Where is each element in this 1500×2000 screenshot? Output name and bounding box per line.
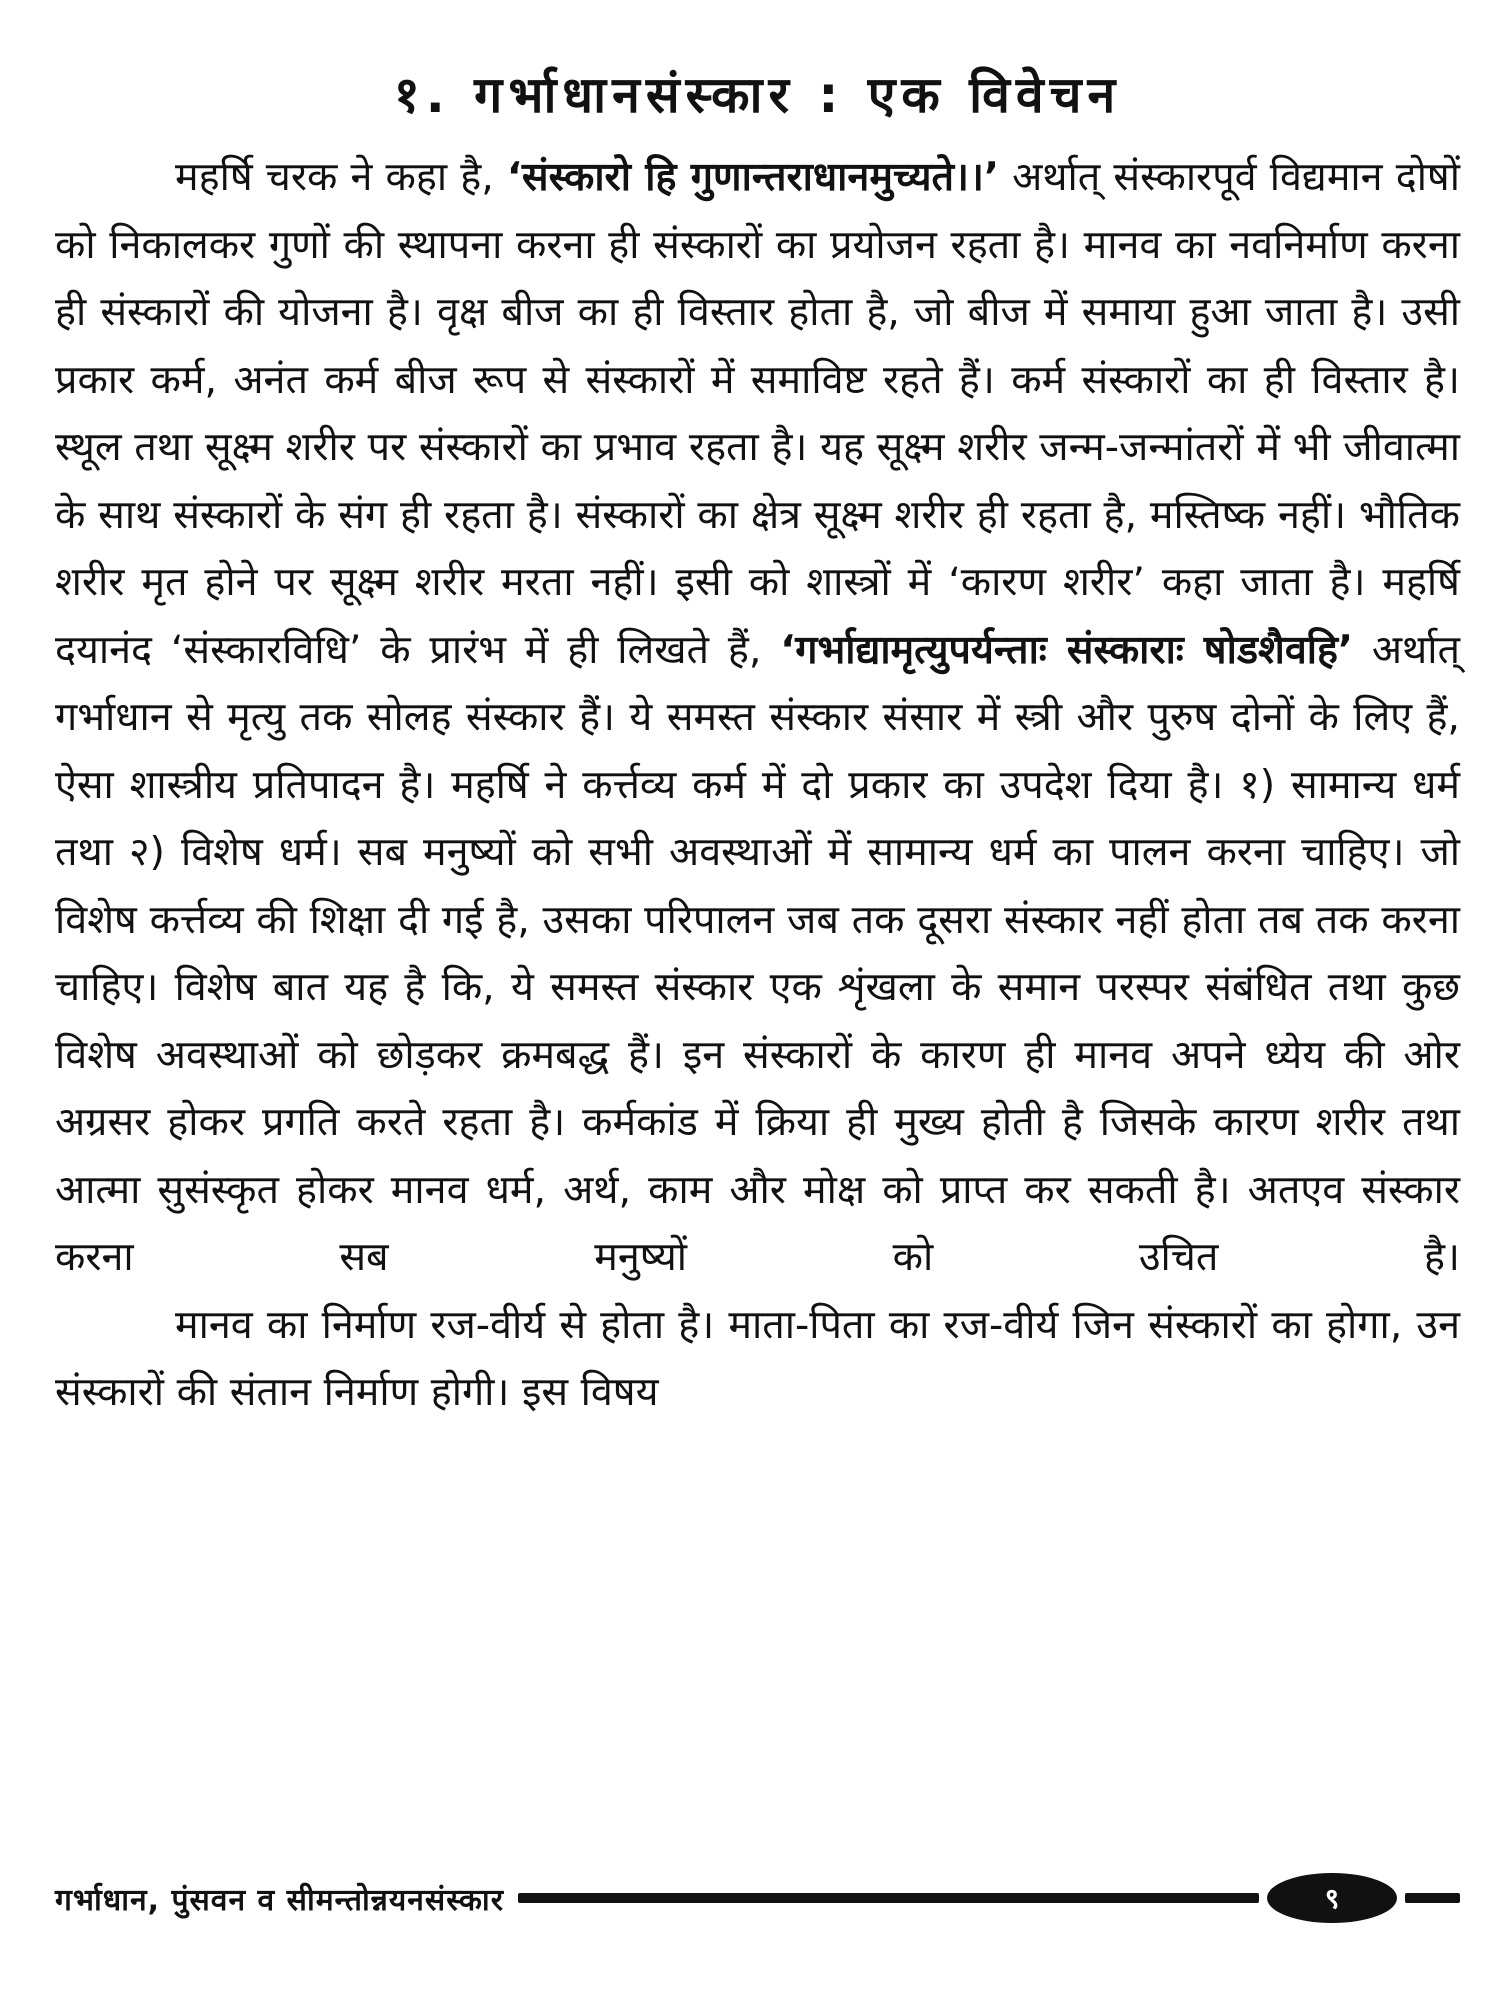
chapter-title: १. गर्भाधानसंस्कार : एक विवेचन [393,66,1122,124]
paragraph-1 [55,144,1460,1292]
sutra-quote-charak: ‘संस्कारो हि गुणान्तराधानमुच्यते।।’ [506,154,999,200]
page-footer [55,1870,1460,1926]
page-body [55,60,1460,1427]
paragraph-2-seg-1: मानव का निर्माण रज-वीर्य से होता है। माता-पिता का रज-वीर्य जिन संस्कारों का होगा, उन संस्कारों की संतान निर्माण होगी। इस विषय [55,1301,1460,1415]
paragraph-1-seg-1: महर्षि चरक ने कहा है, [175,154,507,200]
footer-rule-end [1405,1893,1460,1903]
paragraph-1-seg-3: अर्थात् संस्कारपूर्व विद्यमान दोषों को निकालकर गुणों की स्थापना करना ही संस्कारों का प्रयोजन रहता है। मानव का नवनिर्माण करना ही संस्कारों की योजना है। वृक्ष बीज का ही विस्तार होता है, जो बीज में समाया हुआ जाता है। उसी प्रकार कर्म, अनंत कर्म बीज रूप से संस्कारों में समाविष्ट रहते हैं। कर्म संस्कारों का ही विस्तार है। स्थूल तथा सूक्ष्म शरीर पर संस्कारों का प्रभाव रहता है। यह सूक्ष्म शरीर जन्म-जन्मांतरों में भी जीवात्मा के साथ संस्कारों के संग ही रहता है। संस्कारों का क्षेत्र सूक्ष्म शरीर ही रहता है, मस्तिष्क नहीं। भौतिक शरीर मृत होने पर सूक्ष्म शरीर मरता नहीं। इसी को शास्त्रों में ‘कारण शरीर’ कहा जाता है। महर्षि दयानंद ‘संस्कारविधि’ के प्रारंभ में ही लिखते हैं, [55,154,1460,673]
paragraph-1-seg-5: अर्थात् गर्भाधान से मृत्यु तक सोलह संस्कार हैं। ये समस्त संस्कार संसार में स्त्री और पुरुष दोनों के लिए हैं, ऐसा शास्त्रीय प्रतिपादन है। महर्षि ने कर्त्तव्य कर्म में दो प्रकार का उपदेश दिया है। १) सामान्य धर्म तथा २) विशेष धर्म। सब मनुष्यों को सभी अवस्थाओं में सामान्य धर्म का पालन करना चाहिए। जो विशेष कर्त्तव्य की शिक्षा दी गई है, उसका परिपालन जब तक दूसरा संस्कार नहीं होता तब तक करना चाहिए। विशेष बात यह है कि, ये समस्त संस्कार एक शृंखला के समान परस्पर संबंधित तथा कुछ विशेष अवस्थाओं को छोड़कर क्रमबद्ध हैं। इन संस्कारों के कारण ही मानव अपने ध्येय की ओर अग्रसर होकर प्रगति करते रहता है। कर्मकांड में क्रिया ही मुख्य होती है जिसके कारण शरीर तथा आत्मा सुसंस्कृत होकर मानव धर्म, अर्थ, काम और मोक्ष को प्राप्त कर सकती है। अतएव संस्कार करना सब मनुष्यों को उचित है। [55,626,1460,1280]
page-number: ९ [1324,1882,1340,1915]
paragraph-2 [55,1292,1460,1427]
page-number-badge [1267,1873,1397,1923]
footer-rule [518,1893,1259,1903]
running-title: गर्भाधान, पुंसवन व सीमन्तोन्नयनसंस्कार [55,1882,504,1918]
sutra-quote-sanskar-vidhi: ‘गर्भाद्यामृत्युपर्यन्ताः संस्काराः षोडशैवहि’ [780,626,1354,673]
